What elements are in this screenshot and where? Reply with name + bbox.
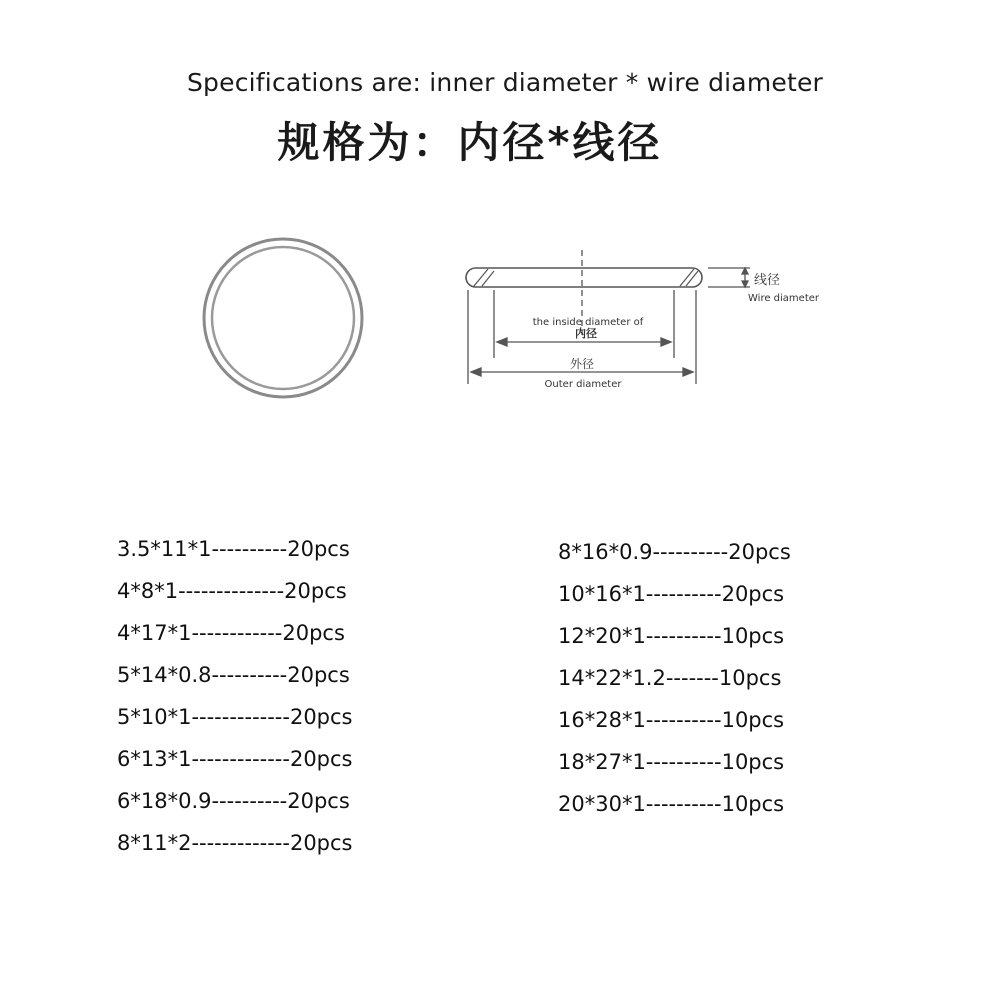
wire-diameter-dimension [708,268,750,287]
outer-label-cn: 外径 [569,357,595,371]
spec-item: 14*22*1.2-------10pcs [558,666,782,690]
outer-label-en: Outer diameter [544,379,622,390]
spec-item: 6*18*0.9----------20pcs [117,789,350,813]
oring-top-view-icon [204,239,362,397]
spec-item: 5*10*1-------------20pcs [117,705,353,729]
spec-item: 20*30*1----------10pcs [558,792,785,816]
wire-label-en: Wire diameter [748,293,820,304]
spec-item: 18*27*1----------10pcs [558,750,785,774]
spec-item: 4*17*1------------20pcs [117,621,345,645]
spec-item: 10*16*1----------20pcs [558,582,785,606]
inner-label-cn: 内径 [575,327,597,340]
title-chinese: 规格为：内径*线径 [277,118,663,167]
spec-item: 5*14*0.8----------20pcs [117,663,350,687]
spec-item: 3.5*11*1----------20pcs [117,537,350,561]
spec-item: 6*13*1-------------20pcs [117,747,353,771]
spec-item: 4*8*1--------------20pcs [117,579,347,603]
wire-label-cn: 线径 [754,273,781,288]
spec-item: 16*28*1----------10pcs [558,708,785,732]
spec-item: 8*16*0.9----------20pcs [558,540,791,564]
spec-item: 8*11*2-------------20pcs [117,831,353,855]
title-english: Specifications are: inner diameter * wire diameter [186,68,824,97]
spec-item: 12*20*1----------10pcs [558,624,785,648]
inner-label-en: the inside diameter of [532,317,644,328]
